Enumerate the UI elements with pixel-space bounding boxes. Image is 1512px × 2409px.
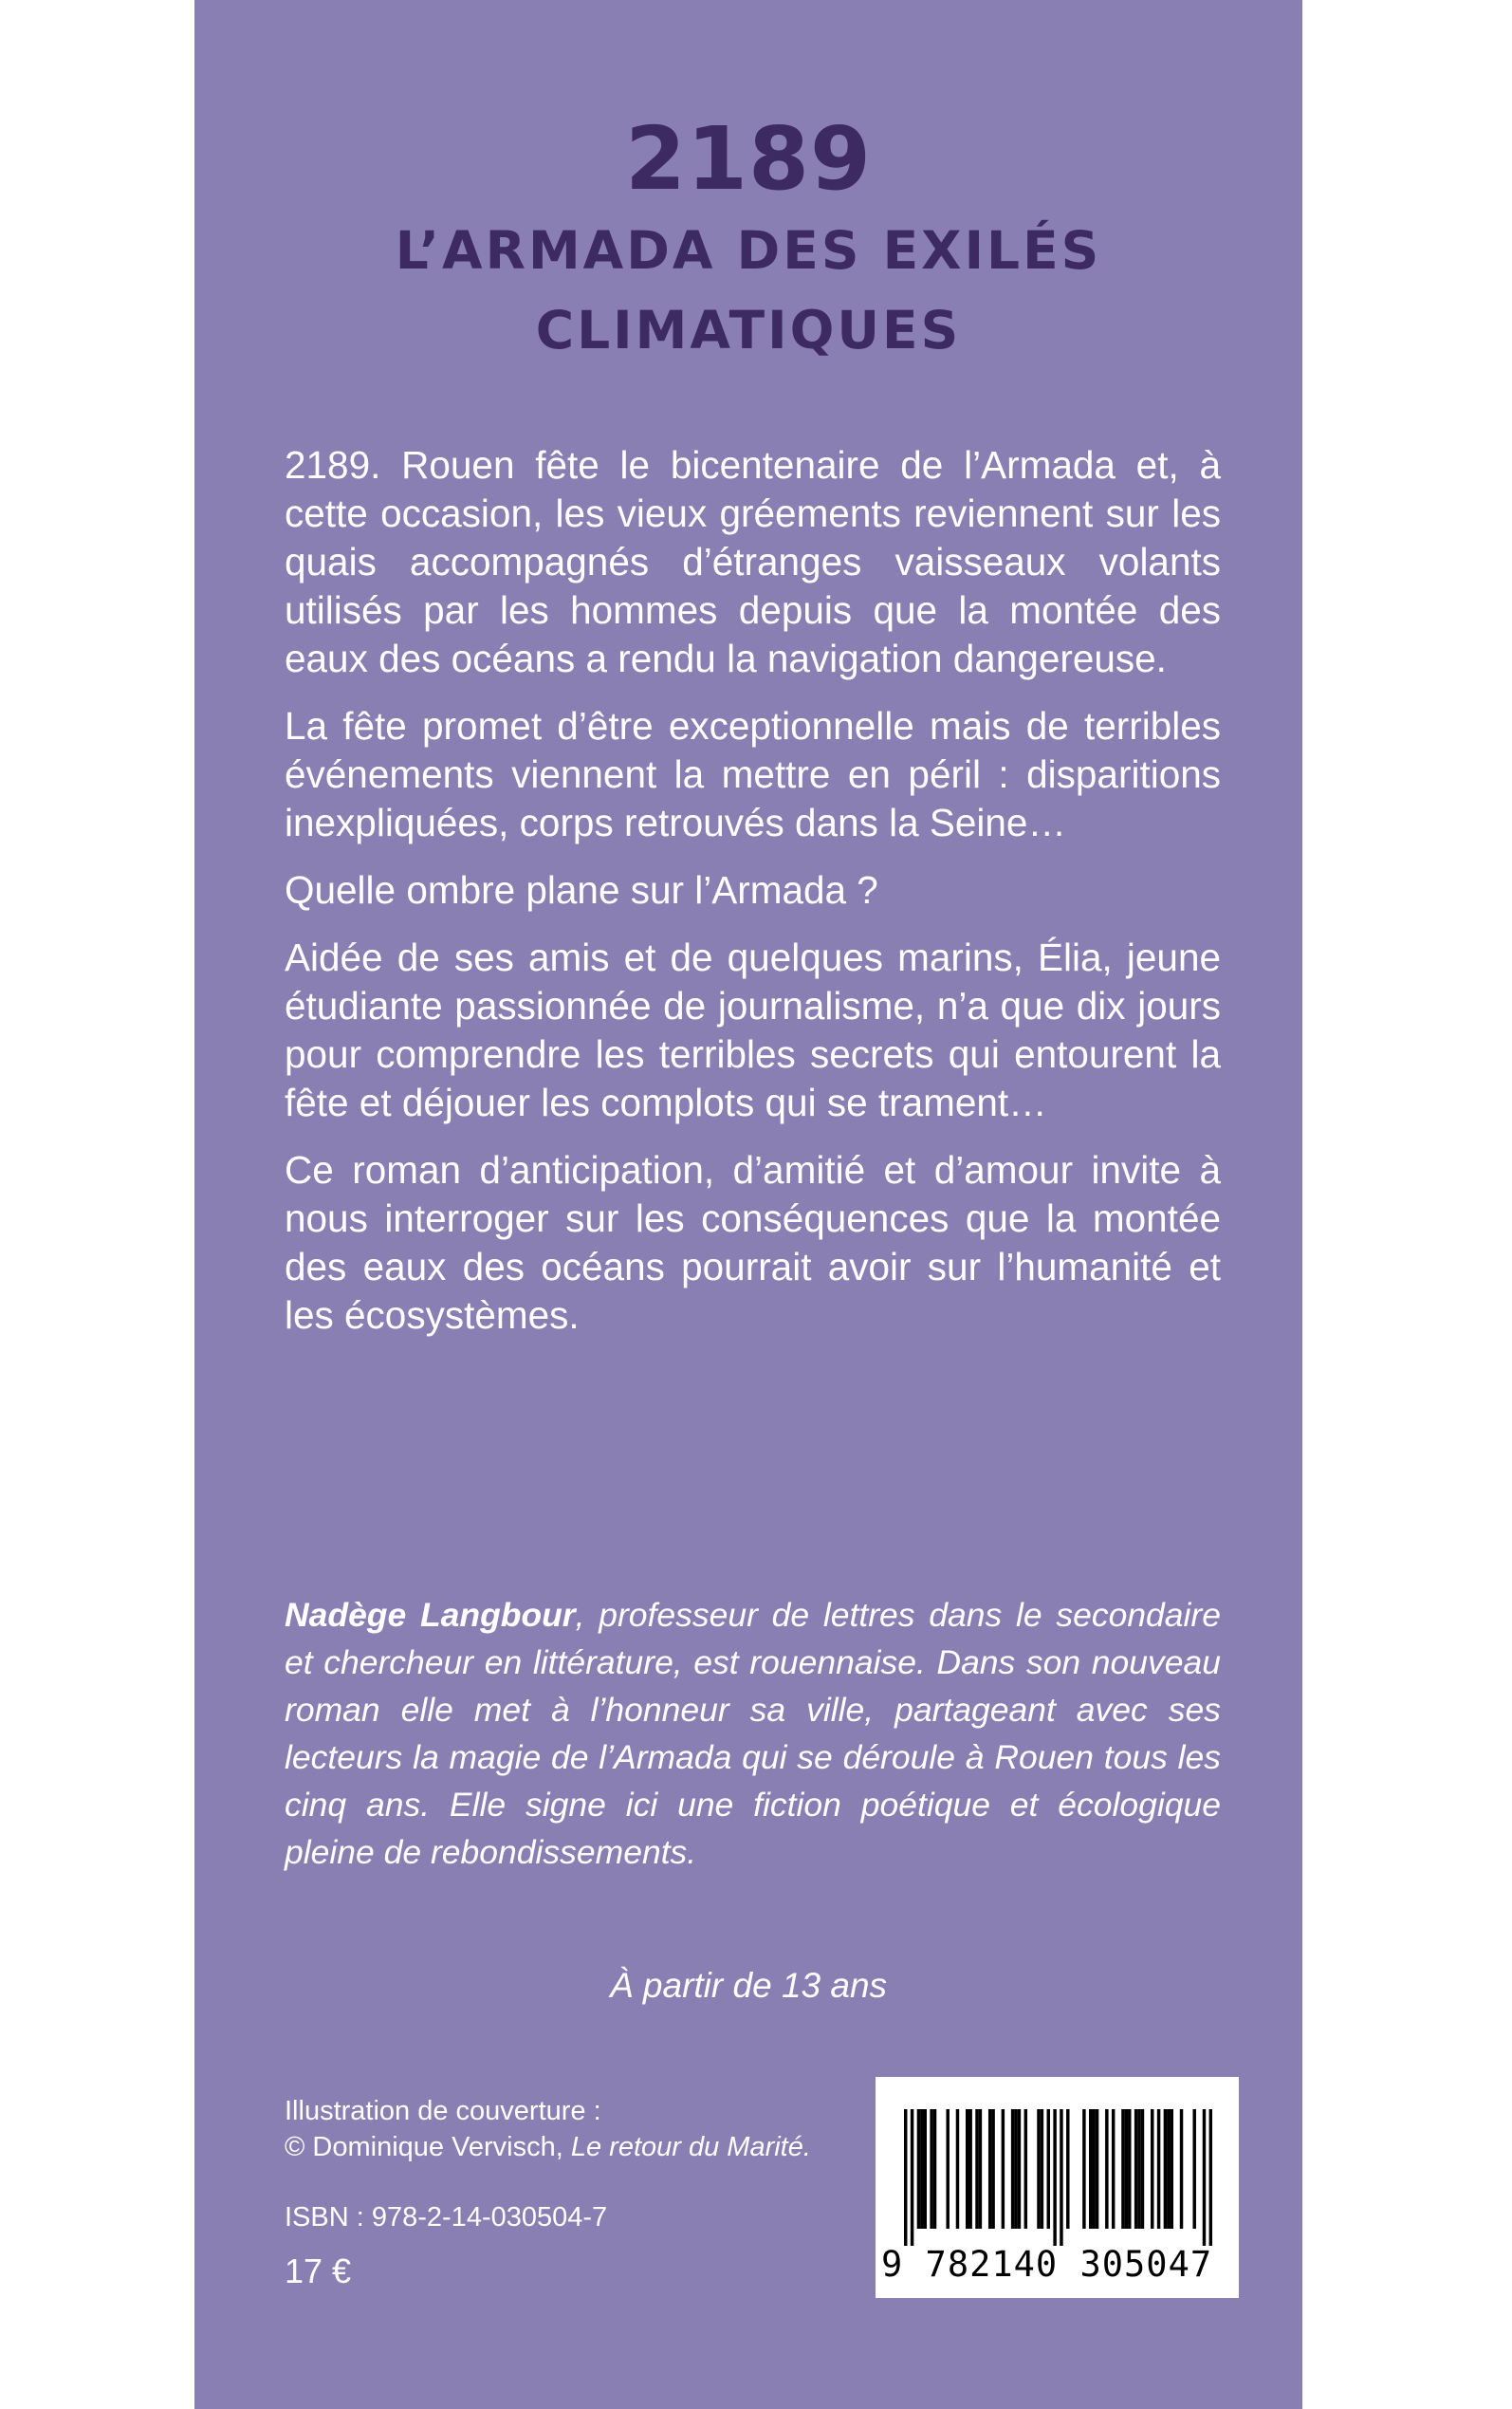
barcode-bar [1105,2109,1108,2229]
barcode-bar [968,2109,971,2229]
barcode-bar [979,2109,982,2229]
barcode-bar [1011,2109,1014,2229]
barcode-bar [1082,2109,1085,2229]
synopsis-paragraph-5: Ce roman d’anticipation, d’amitié et d’amour invite à nous interroger sur les conséquences que la montée des eaux des océans pourrait avoir sur l’humanité et les écosystèmes. [285,1148,1221,1337]
barcode-bar [1128,2109,1131,2229]
barcode-bar [1089,2109,1092,2229]
barcode-bar [911,2109,913,2246]
title-line-2: CLIMATIQUES [535,300,962,361]
barcode-bar [1125,2109,1128,2229]
barcode-bar [1141,2109,1144,2229]
barcode-bar [924,2109,927,2229]
barcode-bar [1014,2109,1017,2229]
barcode-bars [904,2109,1212,2246]
barcode-bar [920,2109,923,2229]
barcode-bar [1002,2109,1005,2229]
barcode-bar [1060,2109,1062,2246]
credit-artist: © Dominique Vervisch, [285,2132,563,2162]
synopsis-paragraph-1: 2189. Rouen fête le bicentenaire de l’Armada et, à cette occasion, les vieux gréements reviennent sur les quais accompagnés d’étranges vaisseaux volants utilisés par les hommes depuis que la montée des eaux des océans a rendu la navigation dangereuse. [285,443,1221,680]
credit-label: Illustration de couverture : [285,2096,601,2126]
barcode-bar [1053,2109,1056,2246]
barcode-bar [1137,2109,1140,2229]
synopsis-paragraph-3: Quelle ombre plane sur l’Armada ? [285,868,878,912]
author-name: Nadège Langbour [285,1596,576,1634]
barcode [876,2077,1239,2298]
illustration-credit [285,2093,949,2165]
barcode-bar [930,2109,932,2229]
back-cover [194,0,1302,2409]
barcode-bar [1121,2109,1124,2229]
synopsis-paragraph-4: Aidée de ses amis et de quelques marins, Élia, jeune étudiante passionnée de journalisme, n’a que dix jours pour comprendre les terribles secrets qui entourent la fête et déjouer les complots qui se trament… [285,936,1221,1124]
barcode-bar [991,2109,994,2229]
age-recommendation: À partir de 13 ans [609,1966,888,2005]
barcode-bar [1209,2109,1212,2246]
barcode-bar [1024,2109,1027,2229]
barcode-bar [946,2109,949,2229]
barcode-bar [1096,2109,1098,2229]
barcode-bar [1041,2109,1043,2229]
barcode-bar [1164,2109,1167,2229]
barcode-bar [1151,2109,1153,2229]
barcode-bar [956,2109,959,2229]
barcode-bar [1037,2109,1040,2229]
title-year: 2189 [624,108,873,210]
barcode-bar [933,2109,936,2229]
barcode-bar [1203,2109,1206,2246]
barcode-bar [1167,2109,1170,2229]
barcode-bar [1018,2109,1021,2229]
price: 17 € [285,2251,352,2290]
barcode-bar [1134,2109,1137,2229]
title-line-1: L’ARMADA DES EXILÉS [395,220,1102,281]
barcode-bar [917,2109,920,2229]
barcode-bar [1180,2109,1183,2229]
barcode-bar [1157,2109,1160,2229]
barcode-bar [904,2109,907,2246]
barcode-bar [1112,2109,1115,2229]
isbn: ISBN : 978-2-14-030504-7 [285,2202,608,2233]
barcode-bar [1171,2109,1173,2229]
barcode-bar [988,2109,991,2229]
barcode-bar [1047,2109,1050,2229]
book-title [194,108,1302,366]
barcode-bar [1066,2109,1069,2229]
author-bio-text: , professeur de lettres dans le secondaire et chercheur en littérature, est rouennaise. Dans son nouveau roman elle met à l’honneur sa ville, partageant avec ses lecteurs la magie de l’Armada qui se déroule à Rouen tous les cinq ans. Elle signe ici une fiction poétique et écologique pleine de rebondissements. [285,1596,1221,1871]
author-bio [285,1591,1221,1876]
barcode-bar [1092,2109,1095,2229]
barcode-bar [1192,2109,1195,2229]
barcode-bar [966,2109,968,2229]
synopsis-paragraph-2: La fête promet d’être exceptionnelle mais de terribles événements viennent la mettre en péril : disparitions inexpliquées, corps retrouvés dans la Seine… [285,704,1221,844]
barcode-digits: 9 782140 305047 [881,2244,1213,2285]
synopsis [285,441,1221,1359]
barcode-bar [975,2109,978,2229]
credit-work: Le retour du Marité. [570,2132,811,2162]
